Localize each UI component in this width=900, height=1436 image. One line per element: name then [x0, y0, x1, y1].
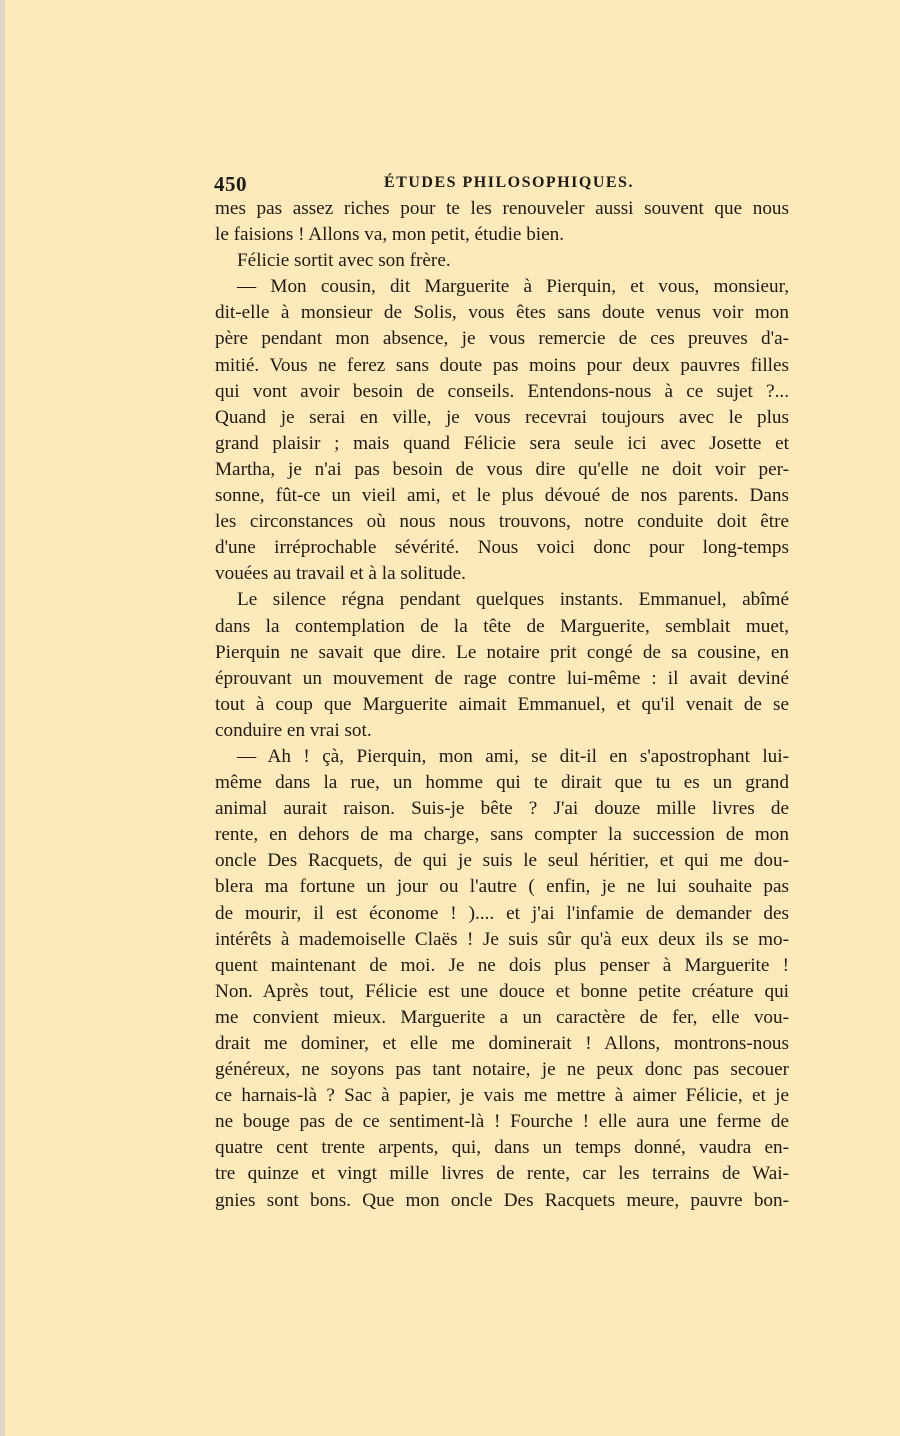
text-line: vouées au travail et à la solitude.: [215, 563, 466, 585]
text-line: Quand je serai en ville, je vous recevrai toujours avec le plus: [215, 406, 789, 428]
text-line: drait me dominer, et elle me dominerait ! Allons, montrons-nous: [215, 1033, 789, 1054]
text-line: tout à coup que Marguerite aimait Emmanuel, et qu'il venait de se: [215, 693, 789, 715]
text-line: Le silence régna pendant quelques instants. Emmanuel, abîmé: [237, 589, 789, 611]
text-line: grand plaisir ; mais quand Félicie sera seule ici avec Josette et: [215, 432, 789, 454]
text-line: gnies sont bons. Que mon oncle Des Racquets meure, pauvre bon-: [215, 1189, 789, 1211]
text-line: quatre cent trente arpents, qui, dans un temps donné, vaudra en-: [215, 1137, 789, 1159]
text-line: ce harnais-là ? Sac à papier, je vais me mettre à aimer Félicie, et je: [215, 1085, 789, 1107]
text-line: dit-elle à monsieur de Solis, vous êtes sans doute venus voir mon: [215, 302, 789, 324]
page-header: [214, 168, 790, 198]
text-line: qui vont avoir besoin de conseils. Entendons-nous à ce sujet ?...: [215, 380, 789, 402]
text-line: ne bouge pas de ce sentiment-là ! Fourche ! elle aura une ferme de: [215, 1111, 789, 1133]
text-line: mes pas assez riches pour te les renouveler aussi souvent que nous: [215, 198, 789, 219]
text-line: de mourir, il est économe ! ).... et j'ai l'infamie de demander des: [215, 902, 789, 924]
text-line: Martha, je n'ai pas besoin de vous dire qu'elle ne doit voir per-: [215, 458, 789, 480]
text-line: Non. Après tout, Félicie est une douce et bonne petite créature qui: [215, 980, 789, 1002]
text-line: me convient mieux. Marguerite a un caractère de fer, elle vou-: [215, 1006, 789, 1028]
text-line: conduire en vrai sot.: [215, 719, 372, 741]
text-line: — Mon cousin, dit Marguerite à Pierquin, et vous, monsieur,: [237, 276, 789, 298]
page-number: 450: [214, 172, 247, 196]
text-line: blera ma fortune un jour ou l'autre ( enfin, je ne lui souhaite pas: [215, 876, 789, 898]
text-line: père pendant mon absence, je vous remercie de ces preuves d'a-: [215, 328, 789, 350]
text-line: rente, en dehors de ma charge, sans compter la succession de mon: [215, 824, 789, 846]
text-line: oncle Des Racquets, de qui je suis le seul héritier, et qui me dou-: [215, 850, 789, 872]
text-line: quent maintenant de moi. Je ne dois plus penser à Marguerite !: [215, 954, 789, 976]
text-line: même dans la rue, un homme qui te dirait que tu es un grand: [215, 772, 789, 794]
text-line: dans la contemplation de la tête de Marguerite, semblait muet,: [215, 615, 789, 637]
text-line: intérêts à mademoiselle Claës ! Je suis sûr qu'à eux deux ils se mo-: [215, 928, 789, 950]
text-line: tre quinze et vingt mille livres de rente, car les terrains de Wai-: [215, 1163, 789, 1185]
text-line: les circonstances où nous nous trouvons, notre conduite doit être: [215, 511, 789, 533]
running-title: ÉTUDES PHILOSOPHIQUES.: [384, 174, 634, 191]
text-line: éprouvant un mouvement de rage contre lui-même : il avait deviné: [215, 667, 789, 689]
text-line: — Ah ! çà, Pierquin, mon ami, se dit-il en s'apostrophant lui-: [237, 745, 789, 767]
text-line: Félicie sortit avec son frère.: [237, 250, 451, 272]
text-line: Pierquin ne savait que dire. Le notaire prit congé de sa cousine, en: [215, 641, 789, 663]
body-text: [215, 196, 789, 1214]
text-line: mitié. Vous ne ferez sans doute pas moins pour deux pauvres filles: [215, 354, 789, 376]
text-line: sonne, fût-ce un vieil ami, et le plus dévoué de nos parents. Dans: [215, 485, 789, 507]
text-line: le faisions ! Allons va, mon petit, étudie bien.: [215, 224, 565, 246]
text-line: d'une irréprochable sévérité. Nous voici donc pour long-temps: [215, 537, 789, 559]
text-line: généreux, ne soyons pas tant notaire, je ne peux donc pas secouer: [215, 1059, 789, 1081]
text-line: animal aurait raison. Suis-je bête ? J'ai douze mille livres de: [215, 798, 789, 820]
